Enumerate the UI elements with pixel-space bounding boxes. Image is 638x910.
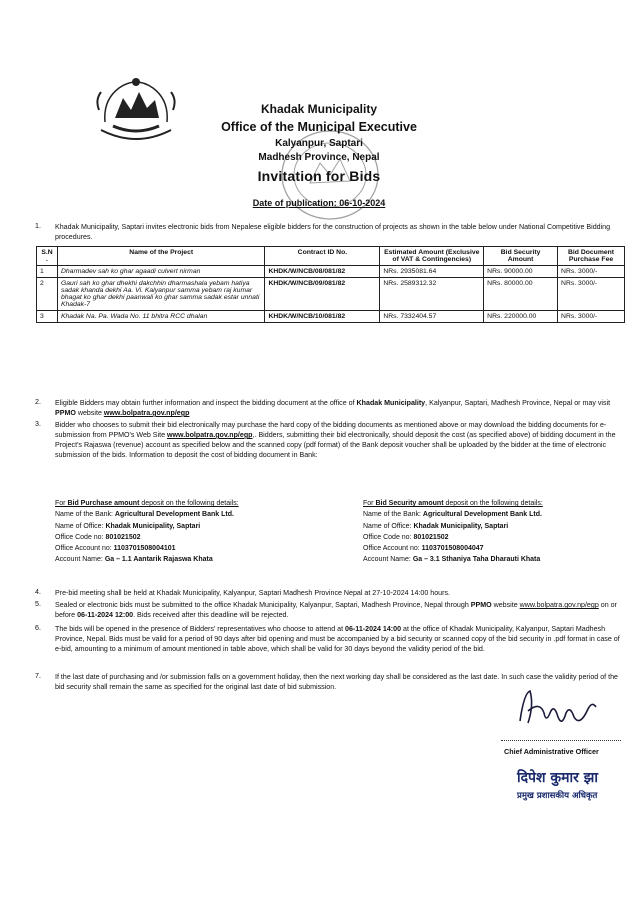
office-name-line — [55, 521, 345, 532]
item-1-text: Khadak Municipality, Saptari invites electronic bids from Nepalese eligible bidders for the construction of projects as shown in the table below under National Competitive Bidding procedures. — [55, 223, 611, 241]
col-fee: Bid Document Purchase Fee — [558, 247, 625, 266]
value: Khadak Municipality, Saptari — [413, 522, 509, 530]
item-3-part: Bidder who chooses to submit their bid electronically may purchase the hard copy of the bidding documents as mentioned above or may download the bidding documents for e-submission from PPMO's Web Site — [55, 421, 607, 439]
value: Ga – 1.1 Aantarik Rajaswa Khata — [104, 556, 213, 564]
bank-purchase-details — [55, 498, 345, 566]
item-5-part: website — [491, 601, 520, 609]
item-2-part: website — [75, 409, 104, 417]
account-no-line — [363, 543, 628, 554]
value: 801021502 — [413, 533, 449, 541]
value: Agricultural Development Bank Ltd. — [114, 511, 234, 519]
col-sn: S.N . — [37, 247, 58, 266]
account-name-line — [363, 554, 628, 565]
item-6-part: at the office of Khadak Municipality, Kalyanpur, Saptari Madhesh Province, Nepal. Bids must be valid for a period of 90 days after bid opening and must be accompanied by a bid security or scanned copy of the bid security in .pdf format in case of e-bid, amounting to a minimum of amount mentioned in table above, which shall be valid for 30 days beyond the validity period of the bid. — [55, 625, 620, 653]
ppmo-link[interactable]: www.bolpatra.gov.np/egp — [103, 409, 190, 417]
bank-security-heading — [363, 498, 628, 509]
item-2-text — [55, 398, 625, 418]
table-row — [37, 278, 625, 311]
label: Name of the Bank: — [55, 511, 115, 519]
cell-fee: NRs. 3000/- — [558, 278, 625, 311]
cell-sn: 2 — [37, 278, 58, 311]
item-5-ppmo: PPMO — [470, 601, 492, 609]
bank-heading-bold: Bid Purchase amount — [67, 500, 140, 507]
office-name-line — [363, 521, 628, 532]
submission-deadline: 06-11-2024 12:00 — [77, 611, 134, 619]
signature-line — [501, 740, 621, 741]
item-5-part: on or before — [55, 601, 617, 619]
bank-purchase-heading — [55, 498, 345, 509]
office-province: Madhesh Province, Nepal — [258, 152, 380, 163]
item-1-number: 1. — [35, 222, 41, 230]
item-3-part: ,. Bidders, submitting their bid electronically, should deposit the cost (as specified above) of bidding document in the Project's Rajaswa (revenue) account as specified below and the scanned copy (pdf format) of the Bank deposit voucher shall be uploaded by the bidder at the time of electronic submission of the bids. Information to deposit the cost of bidding document in Bank: — [55, 431, 616, 459]
cell-fee: NRs. 3000/- — [558, 266, 625, 278]
item-5-number: 5. — [35, 600, 41, 608]
item-2-part: Eligible Bidders may obtain further information and inspect the bidding document at the office of — [55, 399, 357, 407]
bank-name-line — [363, 509, 628, 520]
bank-heading-part: deposit on the following details: — [443, 500, 543, 507]
col-amount: Estimated Amount (Exclusive of VAT & Contingencies) — [380, 247, 484, 266]
cell-amount: NRs. 2935081.64 — [380, 266, 484, 278]
bank-heading-part: deposit on the following details: — [139, 500, 239, 507]
value: 1103701508004101 — [113, 545, 176, 553]
table-row — [37, 266, 625, 278]
item-2-number: 2. — [35, 398, 41, 406]
label: Office Account no: — [55, 545, 114, 553]
item-5-part: Sealed or electronic bids must be submitted to the office Khadak Municipality, Kalyanpur, Saptari, Madhesh Province, Nepal through — [55, 601, 471, 609]
municipality-name: Khadak Municipality — [260, 102, 378, 116]
item-5-text — [55, 600, 625, 620]
cell-project: Khadak Na. Pa. Wada No. 11 bhitra RCC dhalan — [57, 311, 264, 323]
cell-amount: NRs. 7332404.57 — [380, 311, 484, 323]
item-6-part: The bids will be opened in the presence of Bidders' representatives who choose to attend at — [55, 625, 346, 633]
item-2-part: , Kalyanpur, Saptari, Madhesh Province, Nepal or may visit — [425, 399, 611, 407]
cell-sn: 1 — [37, 266, 58, 278]
office-code-line — [363, 532, 628, 543]
cell-project: Gauri sah ko ghar dhekhi dakchhin dharmashala yebam hatiya sadak khanda dekhi Aa. Vi. Kalyanpur samma yebam raj kumar bhagat ko ghar dekhi paanwali ko ghar samma sadak estar unnati Khadak-7 — [57, 278, 264, 311]
stamp-role: प्रमुख प्रशासकीय अधिकृत — [517, 791, 598, 801]
label: Account Name: — [55, 556, 105, 564]
projects-table — [36, 246, 625, 323]
cell-contract: KHDK/W/NCB/09/081/82 — [265, 278, 380, 311]
bank-heading-part: For — [55, 500, 68, 507]
cell-security: NRs. 80000.00 — [484, 278, 558, 311]
item-4-text: Pre-bid meeting shall be held at Khadak Municipality, Kalyanpur, Saptari Madhesh Province Nepal at 27-10-2024 14:00 hours. — [55, 589, 450, 597]
label: Office Code no: — [363, 533, 414, 541]
value: Agricultural Development Bank Ltd. — [422, 511, 542, 519]
cell-contract: KHDK/W/NCB/08/081/82 — [265, 266, 380, 278]
bank-name-line — [55, 509, 345, 520]
signature-mark — [510, 683, 600, 733]
item-3-text — [55, 420, 625, 460]
item-7-number: 7. — [35, 672, 41, 680]
bank-heading-bold: Bid Security amount — [375, 500, 444, 507]
table-row — [37, 311, 625, 323]
label: Name of Office: — [363, 522, 414, 530]
opening-time: 06-11-2024 14:00 — [345, 625, 402, 633]
label: Name of Office: — [55, 522, 106, 530]
label: Office Code no: — [55, 533, 106, 541]
notice-title: Invitation for Bids — [257, 168, 381, 184]
cell-security: NRs. 90000.00 — [484, 266, 558, 278]
bank-heading-part: For — [363, 500, 376, 507]
office-location: Kalyanpur, Saptari — [275, 138, 363, 149]
cell-amount: NRs. 2589312.32 — [380, 278, 484, 311]
table-header-row — [37, 247, 625, 266]
col-project: Name of the Project — [57, 247, 264, 266]
cell-project: Dharmadev sah ko ghar agaadi culvert nirman — [57, 266, 264, 278]
cell-fee: NRs. 3000/- — [558, 311, 625, 323]
account-name-line — [55, 554, 345, 565]
item-5-part: . Bids received after this deadline will be rejected. — [133, 611, 289, 619]
value: 801021502 — [105, 533, 141, 541]
item-6-text — [55, 624, 625, 654]
account-no-line — [55, 543, 345, 554]
office-name: Office of the Municipal Executive — [221, 120, 417, 134]
item-7-text: If the last date of purchasing and /or submission falls on a government holiday, then the next working day shall be considered as the last date. In such case the validity period of the bid security shall remain the same as specified for the original last date of bid submission. — [55, 673, 618, 691]
value: Khadak Municipality, Saptari — [105, 522, 201, 530]
bank-security-details — [363, 498, 628, 566]
item-2-org: Khadak Municipality — [356, 399, 426, 407]
stamp-name: दिपेश कुमार झा — [517, 770, 598, 786]
office-code-line — [55, 532, 345, 543]
col-contract: Contract ID No. — [265, 247, 380, 266]
item-6-number: 6. — [35, 624, 41, 632]
cell-security: NRs. 220000.00 — [484, 311, 558, 323]
value: Ga – 3.1 Sthaniya Taha Dharauti Khata — [412, 556, 541, 564]
item-3-number: 3. — [35, 420, 41, 428]
item-2-ppmo: PPMO — [55, 409, 76, 417]
ppmo-link[interactable]: www.bolpatra.gov.np/egp — [167, 431, 253, 439]
cell-contract: KHDK/W/NCB/10/081/82 — [265, 311, 380, 323]
value: 1103701508004047 — [421, 545, 484, 553]
label: Office Account no: — [363, 545, 422, 553]
cell-sn: 3 — [37, 311, 58, 323]
item-4-number: 4. — [35, 588, 41, 596]
label: Account Name: — [363, 556, 413, 564]
signatory-title: Chief Administrative Officer — [504, 747, 599, 756]
publication-date: Date of publication: 06-10-2024 — [252, 198, 386, 208]
label: Name of the Bank: — [363, 511, 423, 519]
ppmo-link[interactable]: www.bolpatra.gov.np/egp — [519, 601, 599, 609]
col-security: Bid Security Amount — [484, 247, 558, 266]
